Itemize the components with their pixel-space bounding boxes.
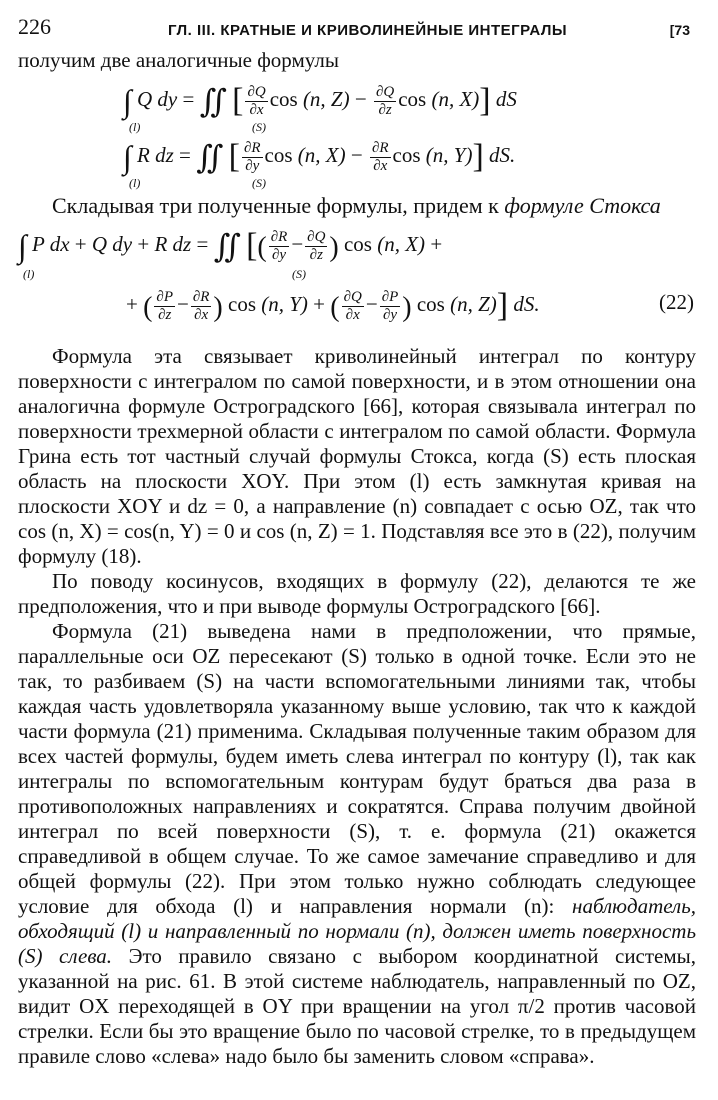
- stokes-formula-name: формуле Стокса: [504, 193, 661, 218]
- double-integral-sign: ∬: [213, 228, 241, 264]
- intro-line: получим две аналогичные формулы: [18, 48, 339, 72]
- paragraph-1: Формула эта связывает криволинейный интеграл по контуру поверхности с интегралом по самой поверхности, и в этом отношении она аналогична формуле Остроградского [66], которая связывала интеграл по поверхности трехмерной области с интегралом по самой области. Формула Грина есть тот частный случай формулы Стокса, когда (S) есть плоская область на плоскости XOY. При этом (l) есть замкнутая кривая на плоскости XOY и dz = 0, а направление (n) совпадает с осью OZ, так что cos (n, X) = cos(n, Y) = 0 и cos (n, Z) = 1. Подставляя все это в (22), получим формулу (18).: [18, 344, 696, 568]
- double-integral-sign: ∬: [196, 139, 224, 175]
- paragraph-2: По поводу косинусов, входящих в формулу (22), делаются те же предположения, что и при выводе формулы Остроградского [66].: [18, 569, 696, 618]
- stokes-intro-text: Складывая три полученные формулы, придем к: [52, 193, 499, 218]
- contour-integral-sign: ∫: [18, 228, 27, 264]
- paragraph-3-text: Формула (21) выведена нами в предположении, что прямые, параллельные оси OZ пересекают (S) только в одной точке. Если это не так, то разбиваем (S) на части вспомогательными линиями так, чтобы каждая часть удовлетворяла указанному выше условию, так что к каждой части формула (21) применима. Складывая полученные таким образом для всех частей формулы, будем иметь слева интеграл по контуру (l), так как интегралы по вспомогательным контурам будут браться два раза в противоположных направлениях и сократятся. Справа получим двойной интеграл по всей поверхности (S), т. е. формула (21) окажется справедливой в общем случае. То же самое замечание справедливо и для общей формулы (22). При этом только нужно соблюдать следующее условие для обхода (l) и направления нормали (n):: [18, 619, 696, 918]
- paragraph-3: [18, 619, 696, 1069]
- stokes-intro: [18, 193, 696, 218]
- running-header: [18, 8, 696, 48]
- stokes-formula-line-1: ∫ P dx + Q dy + R dz = ∬ [( $\frac{\partial R}{\partial y}$ − $\frac{\partial Q}{\partial z}$ ) cos (n, X) + (l) (S): [18, 227, 443, 281]
- page-number: 226: [18, 14, 51, 39]
- double-integral-sign: ∬: [199, 83, 227, 119]
- formula-q-dy: ∫ Q dy = ∬ [ $\frac{\partial Q}{\partial x}$ cos (n, Z) − $\frac{\partial Q}{\partial z}$ cos (n, X)] dS (l) (S): [123, 82, 517, 134]
- equation-number: (22): [659, 290, 694, 314]
- paragraph-3-continuation: Это правило связано с выбором координатной системы, указанной на рис. 61. В этой системе наблюдатель, направленный по OZ, видит OX переходящей в OY при вращении на угол π/2 против часовой стрелки. Если бы это вращение было по часовой стрелке, то в предыдущем правиле слово «слева» надо было бы заменить словом «справа».: [18, 944, 697, 1068]
- section-reference: [73: [669, 22, 690, 38]
- formula-r-dz: ∫ R dz = ∬ [ $\frac{\partial R}{\partial y}$ cos (n, X) − $\frac{\partial R}{\partial x}$ cos (n, Y)] dS. (l) (S): [123, 138, 516, 190]
- paragraph-3-rule-emph: наблюдатель, обходящий (l) и направленный по нормали (n), должен иметь поверхность (S) слева.: [18, 894, 697, 968]
- chapter-title: ГЛ. III. КРАТНЫЕ И КРИВОЛИНЕЙНЫЕ ИНТЕГРАЛЫ: [168, 22, 568, 39]
- contour-integral-sign: ∫: [123, 139, 132, 175]
- stokes-formula-line-2: + ( $\frac{\partial P}{\partial z}$ − $\frac{\partial R}{\partial x}$ ) cos (n, Y) + ( $\frac{\partial Q}{\partial x}$ − $\frac{\partial P}{\partial y}$ ) cos (n, Z)] dS. (22): [126, 287, 694, 324]
- contour-integral-sign: ∫: [123, 83, 132, 119]
